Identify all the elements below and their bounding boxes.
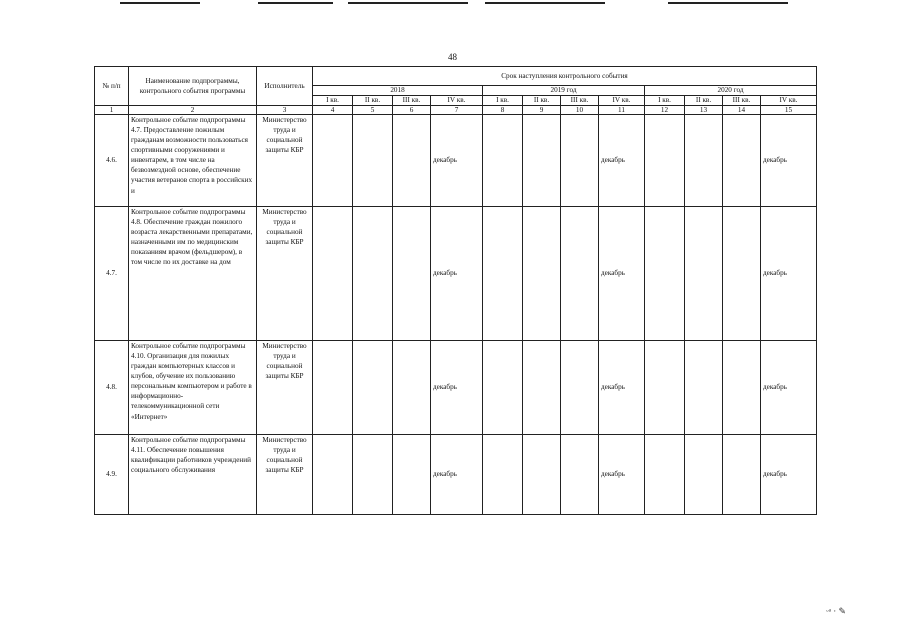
header-quarter: II кв. bbox=[523, 96, 561, 106]
row-quarter-cell bbox=[723, 435, 761, 515]
column-number: 4 bbox=[313, 106, 353, 115]
column-number: 2 bbox=[129, 106, 257, 115]
row-quarter-cell bbox=[561, 341, 599, 435]
row-quarter-cell bbox=[483, 115, 523, 207]
row-quarter-cell bbox=[353, 435, 393, 515]
row-quarter-cell bbox=[685, 207, 723, 341]
row-quarter-cell bbox=[523, 207, 561, 341]
row-quarter-cell bbox=[313, 207, 353, 341]
table-row bbox=[95, 207, 817, 341]
row-event-name: Контрольное событие подпрограммы 4.11. Обеспечение повышения квалификации работников учреждений социального обслуживания bbox=[129, 435, 257, 515]
column-number: 5 bbox=[353, 106, 393, 115]
scan-artifact bbox=[485, 2, 605, 4]
column-number: 10 bbox=[561, 106, 599, 115]
table-row bbox=[95, 115, 817, 207]
column-number: 6 bbox=[393, 106, 431, 115]
row-quarter-cell bbox=[685, 341, 723, 435]
row-quarter-cell bbox=[393, 341, 431, 435]
row-quarter-cell bbox=[523, 435, 561, 515]
row-quarter-cell: декабрь bbox=[599, 341, 645, 435]
row-quarter-cell bbox=[313, 435, 353, 515]
row-index: 4.6. bbox=[95, 115, 129, 207]
header-quarter: I кв. bbox=[313, 96, 353, 106]
row-quarter-cell bbox=[353, 115, 393, 207]
row-quarter-cell bbox=[561, 115, 599, 207]
row-quarter-cell bbox=[723, 207, 761, 341]
header-quarter: III кв. bbox=[393, 96, 431, 106]
row-quarter-cell bbox=[685, 115, 723, 207]
header-quarter: III кв. bbox=[723, 96, 761, 106]
column-number: 13 bbox=[685, 106, 723, 115]
row-quarter-cell: декабрь bbox=[761, 341, 817, 435]
row-quarter-cell bbox=[483, 435, 523, 515]
row-quarter-cell bbox=[393, 115, 431, 207]
row-quarter-cell bbox=[645, 115, 685, 207]
row-quarter-cell: декабрь bbox=[599, 207, 645, 341]
row-quarter-cell bbox=[353, 207, 393, 341]
row-quarter-cell bbox=[723, 341, 761, 435]
row-quarter-cell bbox=[685, 435, 723, 515]
header-quarter: IV кв. bbox=[431, 96, 483, 106]
row-quarter-cell: декабрь bbox=[761, 115, 817, 207]
row-quarter-cell bbox=[393, 207, 431, 341]
row-executor: Министерство труда и социальной защиты КБР bbox=[257, 435, 313, 515]
header-quarter: II кв. bbox=[353, 96, 393, 106]
row-index: 4.8. bbox=[95, 341, 129, 435]
header-no: № п/п bbox=[95, 67, 129, 106]
header-quarter: I кв. bbox=[645, 96, 685, 106]
header-name: Наименование подпрограммы, контрольного события программы bbox=[129, 67, 257, 106]
table-row bbox=[95, 435, 817, 515]
header-quarter: III кв. bbox=[561, 96, 599, 106]
row-quarter-cell bbox=[523, 341, 561, 435]
row-quarter-cell bbox=[645, 207, 685, 341]
column-number: 8 bbox=[483, 106, 523, 115]
column-number: 1 bbox=[95, 106, 129, 115]
header-year: 2018 bbox=[313, 86, 483, 96]
header-quarter: I кв. bbox=[483, 96, 523, 106]
scan-artifact bbox=[348, 2, 468, 4]
row-quarter-cell: декабрь bbox=[431, 207, 483, 341]
row-quarter-cell bbox=[561, 207, 599, 341]
row-quarter-cell bbox=[561, 435, 599, 515]
row-index: 4.9. bbox=[95, 435, 129, 515]
column-number: 12 bbox=[645, 106, 685, 115]
column-number: 15 bbox=[761, 106, 817, 115]
row-quarter-cell bbox=[483, 341, 523, 435]
header-quarter: IV кв. bbox=[599, 96, 645, 106]
scan-artifact bbox=[258, 2, 333, 4]
row-executor: Министерство труда и социальной защиты КБР bbox=[257, 207, 313, 341]
row-quarter-cell bbox=[313, 341, 353, 435]
row-quarter-cell bbox=[645, 435, 685, 515]
header-executor: Исполнитель bbox=[257, 67, 313, 106]
scan-artifact bbox=[668, 2, 788, 4]
row-quarter-cell bbox=[353, 341, 393, 435]
control-events-table bbox=[94, 66, 817, 515]
column-number: 9 bbox=[523, 106, 561, 115]
row-quarter-cell bbox=[645, 341, 685, 435]
row-quarter-cell: декабрь bbox=[761, 207, 817, 341]
header-year: 2019 год bbox=[483, 86, 645, 96]
row-quarter-cell: декабрь bbox=[599, 115, 645, 207]
header-quarter: II кв. bbox=[685, 96, 723, 106]
header-quarter: IV кв. bbox=[761, 96, 817, 106]
row-quarter-cell: декабрь bbox=[761, 435, 817, 515]
row-quarter-cell bbox=[723, 115, 761, 207]
column-number: 11 bbox=[599, 106, 645, 115]
scan-artifact bbox=[120, 2, 200, 4]
header-term: Срок наступления контрольного события bbox=[313, 67, 817, 86]
row-quarter-cell bbox=[483, 207, 523, 341]
row-event-name: Контрольное событие подпрограммы 4.8. Обеспечение граждан пожилого возраста лекарственными препаратами, назначенными им по медицинским показаниям врачом (фельдшером), в том числе по их доставке на дом bbox=[129, 207, 257, 341]
header-year: 2020 год bbox=[645, 86, 817, 96]
row-quarter-cell bbox=[523, 115, 561, 207]
page-number: 48 bbox=[448, 52, 457, 62]
row-executor: Министерство труда и социальной защиты КБР bbox=[257, 341, 313, 435]
column-number: 3 bbox=[257, 106, 313, 115]
row-quarter-cell: декабрь bbox=[431, 115, 483, 207]
table-row bbox=[95, 341, 817, 435]
row-event-name: Контрольное событие подпрограммы 4.10. Организация для пожилых граждан компьютерных классов и клубов, обучение их пользованию персональным компьютером и работе в информационно-телекоммуникационной сети «Интернет» bbox=[129, 341, 257, 435]
row-quarter-cell bbox=[313, 115, 353, 207]
row-event-name: Контрольное событие подпрограммы 4.7. Предоставление пожилым гражданам возможности пользоваться спортивными сооружениями и инвентарем, в том числе на безвозмездной основе, обеспечение участия ветеранов спорта в российских и bbox=[129, 115, 257, 207]
scan-mark: ᵕᵃ · ✎ bbox=[826, 606, 847, 616]
column-number: 14 bbox=[723, 106, 761, 115]
row-executor: Министерство труда и социальной защиты КБР bbox=[257, 115, 313, 207]
row-quarter-cell: декабрь bbox=[431, 435, 483, 515]
row-quarter-cell: декабрь bbox=[599, 435, 645, 515]
row-quarter-cell: декабрь bbox=[431, 341, 483, 435]
row-quarter-cell bbox=[393, 435, 431, 515]
column-number: 7 bbox=[431, 106, 483, 115]
row-index: 4.7. bbox=[95, 207, 129, 341]
